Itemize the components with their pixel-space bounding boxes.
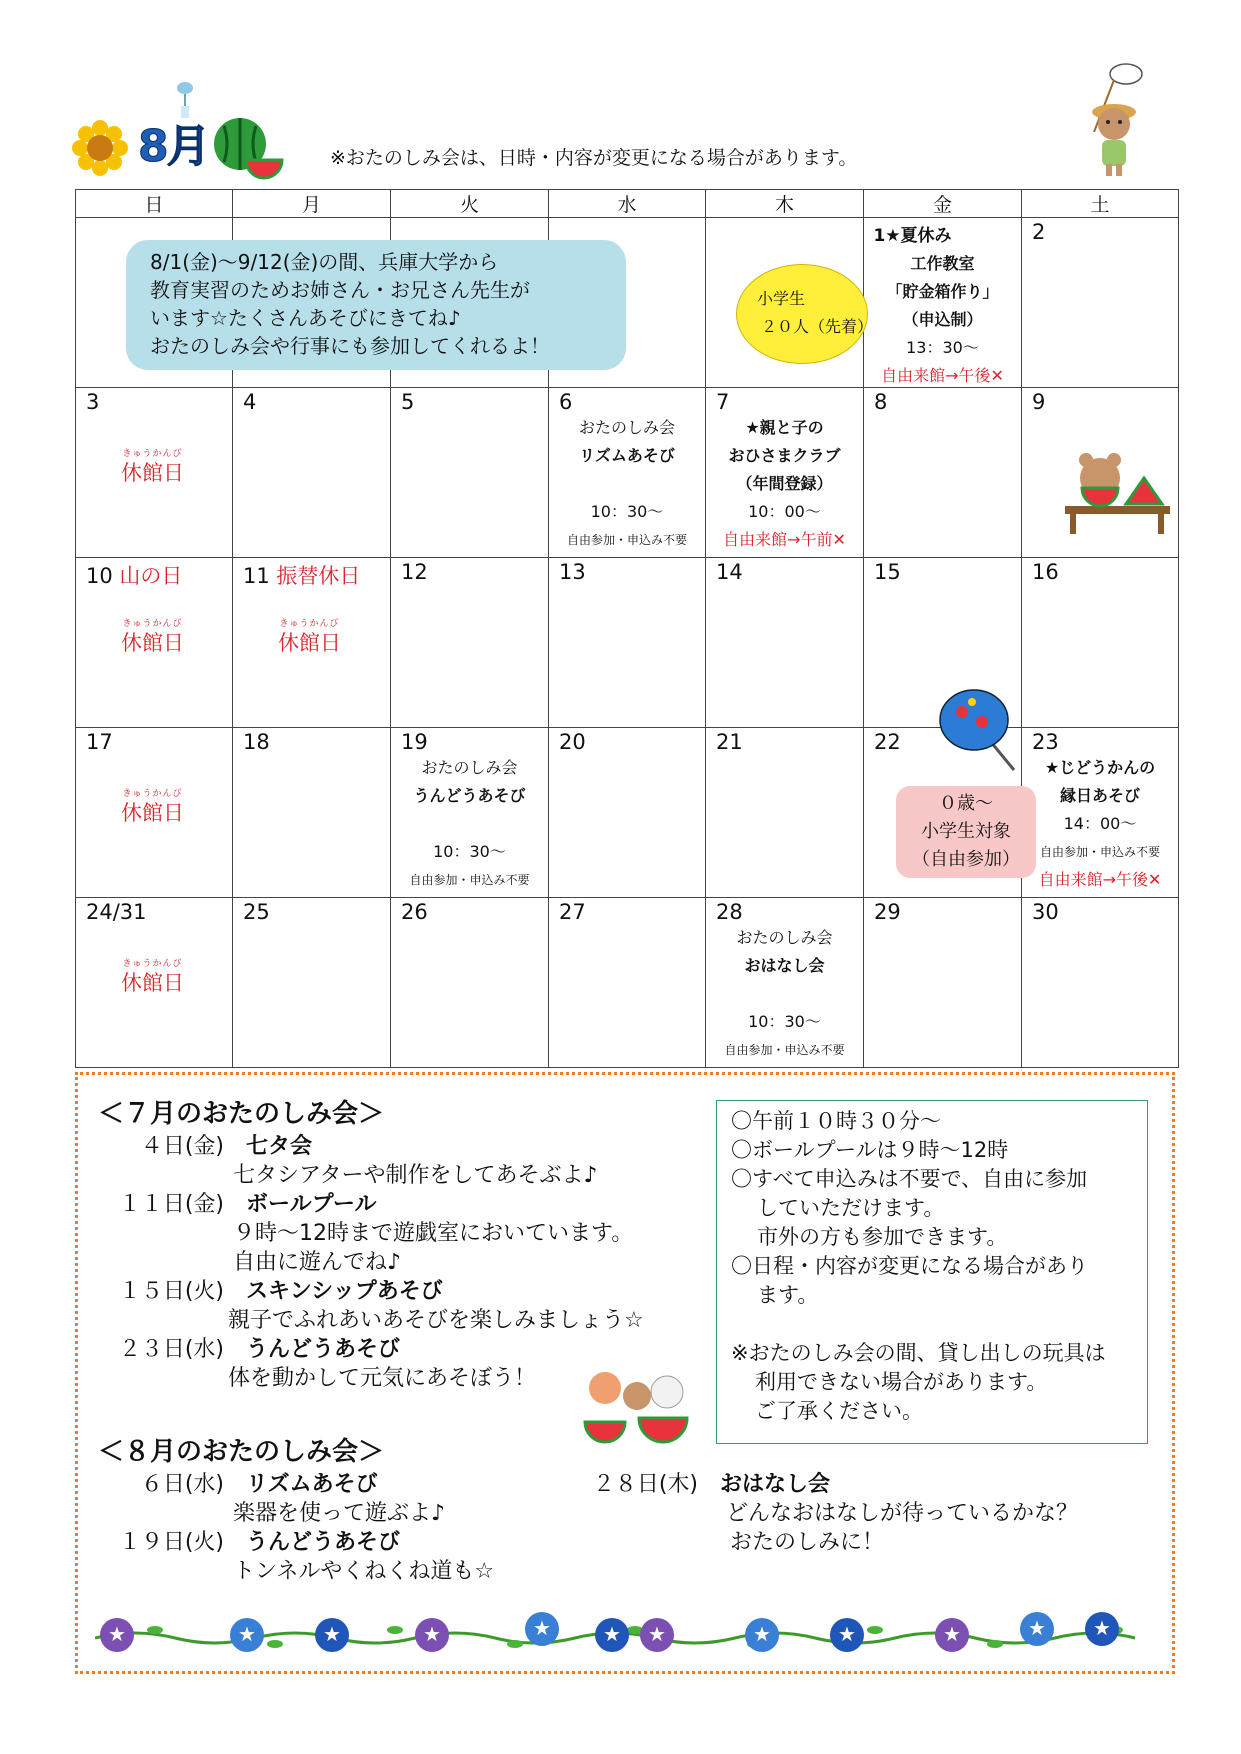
morning-glory-icon: ★ bbox=[1020, 1612, 1054, 1646]
closed-day-label: きゅうかんび 休館日 bbox=[278, 619, 341, 655]
calendar-cell-aug-30 bbox=[1022, 898, 1179, 1068]
day-number: 14 bbox=[716, 560, 743, 584]
target-line: （自由参加） bbox=[912, 849, 1020, 870]
event-line: リズムあそび bbox=[579, 446, 675, 465]
student-teacher-announcement bbox=[126, 240, 626, 370]
day-number: 27 bbox=[559, 900, 586, 924]
list-item: ２３日(水) うんどうあそび bbox=[118, 1337, 401, 1362]
event-line: おたのしみ会 bbox=[421, 758, 518, 777]
morning-glory-icon: ★ bbox=[830, 1618, 864, 1652]
weekday-wed: 水 bbox=[549, 190, 706, 218]
event-line: 工作教室 bbox=[910, 254, 975, 273]
day-number: 18 bbox=[243, 730, 270, 754]
calendar-cell-aug-7 bbox=[706, 388, 864, 558]
calendar-cell-aug-5 bbox=[391, 388, 549, 558]
calendar-cell-aug-24-31 bbox=[76, 898, 233, 1068]
day-number: 3 bbox=[86, 390, 100, 414]
calendar-cell-aug-11 bbox=[233, 558, 391, 728]
event-line: 「貯金箱作り」 bbox=[886, 282, 999, 301]
event-note: 自由来館→午前✕ bbox=[723, 530, 846, 549]
capacity-line: ２０人（先着） bbox=[761, 317, 874, 336]
info-line: 〇日程・内容が変更になる場合があり bbox=[731, 1254, 1088, 1278]
calendar-cell-aug-3 bbox=[76, 388, 233, 558]
july-section-title: ＜７月のおたのしみ会＞ bbox=[98, 1099, 385, 1129]
august-section-title: ＜８月のおたのしみ会＞ bbox=[98, 1437, 385, 1467]
day-number: 7 bbox=[716, 390, 730, 414]
announcement-line: 8/1(金)〜9/12(金)の間、兵庫大学から bbox=[150, 250, 499, 274]
calendar-cell-aug-12 bbox=[391, 558, 549, 728]
event-line: ★夏休み bbox=[885, 226, 952, 246]
day-number: 5 bbox=[401, 390, 415, 414]
event-description: 親子でふれあいあそびを楽しみましょう☆ bbox=[228, 1308, 644, 1333]
event-line: 縁日あそび bbox=[1059, 786, 1140, 805]
calendar-cell-aug-25 bbox=[233, 898, 391, 1068]
day-number: 15 bbox=[874, 560, 901, 584]
target-line: ０歳〜 bbox=[939, 793, 993, 814]
day-number: 21 bbox=[716, 730, 743, 754]
calendar-cell-aug-17 bbox=[76, 728, 233, 898]
morning-glory-icon: ★ bbox=[525, 1612, 559, 1646]
day-number: 1 bbox=[873, 226, 886, 246]
info-line: ※おたのしみ会の間、貸し出しの玩具は bbox=[731, 1341, 1106, 1365]
wind-chime-icon bbox=[175, 80, 195, 120]
weekday-fri: 金 bbox=[864, 190, 1022, 218]
list-item: １９日(火) うんどうあそび bbox=[118, 1530, 401, 1555]
animals-with-watermelon-icon bbox=[575, 1366, 693, 1444]
event-description: 自由に遊んでね♪ bbox=[233, 1250, 402, 1275]
national-holiday-name: 山の日 bbox=[119, 564, 183, 588]
day-number: 29 bbox=[874, 900, 901, 924]
event-info-box bbox=[716, 1100, 1148, 1444]
calendar-cell-aug-8 bbox=[864, 388, 1022, 558]
target-age-box bbox=[896, 786, 1036, 878]
closed-day-label: きゅうかんび 休館日 bbox=[121, 789, 184, 825]
week-row bbox=[76, 898, 1179, 1068]
announcement-line: います☆たくさんあそびにきてね♪ bbox=[150, 306, 461, 330]
event-time: 10：00〜 bbox=[748, 502, 821, 521]
calendar-cell-aug-14 bbox=[706, 558, 864, 728]
calendar-cell-aug-18 bbox=[233, 728, 391, 898]
calendar-cell-aug-9 bbox=[1022, 388, 1179, 558]
info-line: 利用できない場合があります。 bbox=[755, 1370, 1048, 1394]
day-number: 22 bbox=[874, 730, 901, 754]
calendar-cell-aug-29 bbox=[864, 898, 1022, 1068]
calendar-cell-aug-27 bbox=[549, 898, 706, 1068]
calendar-cell-aug-6 bbox=[549, 388, 706, 558]
announcement-line: 教育実習のためお姉さん・お兄さん先生が bbox=[150, 278, 530, 302]
day-number: 26 bbox=[401, 900, 428, 924]
august-event-list-left bbox=[90, 1470, 590, 1586]
bear-with-net-icon bbox=[1080, 62, 1152, 180]
day-number: 2 bbox=[1032, 220, 1046, 244]
bear-eating-watermelon-icon bbox=[1060, 448, 1175, 538]
national-holiday-name: 振替休日 bbox=[276, 564, 361, 588]
event-description: トンネルやくねくね道も☆ bbox=[233, 1559, 495, 1584]
event-line: おたのしみ会 bbox=[578, 418, 675, 437]
event-description: ９時〜12時まで遊戯室においています。 bbox=[233, 1221, 634, 1246]
morning-glory-icon: ★ bbox=[595, 1618, 629, 1652]
event-line: （年間登録） bbox=[736, 474, 833, 493]
weekday-sun: 日 bbox=[76, 190, 233, 218]
event-note: 自由参加・申込み不要 bbox=[1039, 845, 1160, 859]
closed-day-label: きゅうかんび 休館日 bbox=[121, 959, 184, 995]
event-time: 13：30〜 bbox=[906, 338, 979, 357]
weekday-tue: 火 bbox=[391, 190, 549, 218]
day-number: 20 bbox=[559, 730, 586, 754]
event-line: おはなし会 bbox=[744, 956, 825, 975]
event-note: 自由来館→午後✕ bbox=[881, 366, 1004, 385]
event-line: （申込制） bbox=[902, 310, 983, 329]
calendar-cell-aug-28 bbox=[706, 898, 864, 1068]
event-note: 自由参加・申込み不要 bbox=[409, 873, 530, 887]
morning-glory-icon: ★ bbox=[935, 1618, 969, 1652]
day-number: 16 bbox=[1032, 560, 1059, 584]
list-item: ２８日(木) おはなし会 bbox=[592, 1472, 831, 1497]
list-item: ６日(水) リズムあそび bbox=[140, 1472, 378, 1497]
event-description: おたのしみに！ bbox=[730, 1530, 885, 1555]
event-note: 自由参加・申込み不要 bbox=[724, 1043, 845, 1057]
day-number: 11 振替休日 bbox=[243, 564, 361, 588]
event-line: うんどうあそび bbox=[413, 786, 526, 805]
sunflower-icon bbox=[72, 120, 128, 176]
calendar-cell-aug-13 bbox=[549, 558, 706, 728]
day-number: 8 bbox=[874, 390, 888, 414]
event-description: 体を動かして元気にあそぼう！ bbox=[228, 1366, 537, 1391]
event-time: 10：30〜 bbox=[433, 842, 506, 861]
event-line: おひさまクラブ bbox=[728, 446, 841, 465]
day-number: 10 山の日 bbox=[86, 564, 183, 588]
day-number: 25 bbox=[243, 900, 270, 924]
list-item: １１日(金) ボールプール bbox=[118, 1192, 377, 1217]
morning-glory-vine-decoration bbox=[95, 1610, 1155, 1660]
event-description: 楽器を使って遊ぶよ♪ bbox=[233, 1501, 446, 1526]
schedule-change-notice: ※おたのしみ会は、日時・内容が変更になる場合があります。 bbox=[330, 147, 858, 169]
target-line: 小学生対象 bbox=[921, 821, 1011, 842]
calendar-cell-aug-2 bbox=[1022, 218, 1179, 388]
day-number: 23 bbox=[1032, 730, 1059, 754]
weekday-header-row bbox=[76, 190, 1179, 218]
event-note: 自由参加・申込み不要 bbox=[566, 533, 687, 547]
weekday-sat: 土 bbox=[1022, 190, 1179, 218]
morning-glory-icon: ★ bbox=[640, 1618, 674, 1652]
capacity-speech-bubble bbox=[736, 264, 874, 364]
weekday-thu: 木 bbox=[706, 190, 864, 218]
calendar-cell-aug-4 bbox=[233, 388, 391, 558]
day-number: 12 bbox=[401, 560, 428, 584]
uchiwa-fan-icon bbox=[936, 686, 1020, 772]
morning-glory-icon: ★ bbox=[1085, 1612, 1119, 1646]
morning-glory-icon: ★ bbox=[415, 1618, 449, 1652]
event-line: ★親と子の bbox=[745, 418, 824, 437]
calendar-cell-aug-1 bbox=[864, 218, 1022, 388]
list-item: １５日(火) スキンシップあそび bbox=[118, 1279, 443, 1304]
morning-glory-icon: ★ bbox=[745, 1618, 779, 1652]
closed-day-label: きゅうかんび 休館日 bbox=[121, 619, 184, 655]
day-number: 9 bbox=[1032, 390, 1046, 414]
info-line: 〇すべて申込みは不要で、自由に参加 bbox=[731, 1167, 1088, 1191]
month-title: 8月 bbox=[138, 121, 209, 172]
weekday-mon: 月 bbox=[233, 190, 391, 218]
event-time: 10：30〜 bbox=[748, 1012, 821, 1031]
calendar-cell-aug-19 bbox=[391, 728, 549, 898]
day-number: 4 bbox=[243, 390, 257, 414]
day-number: 30 bbox=[1032, 900, 1059, 924]
info-line: ます。 bbox=[757, 1283, 819, 1307]
event-line: ★じどうかんの bbox=[1044, 758, 1156, 777]
calendar-cell-aug-20 bbox=[549, 728, 706, 898]
week-row bbox=[76, 388, 1179, 558]
capacity-line: 小学生 bbox=[757, 289, 806, 308]
day-number: 13 bbox=[559, 560, 586, 584]
calendar-cell-aug-21 bbox=[706, 728, 864, 898]
day-number: 6 bbox=[559, 390, 573, 414]
info-line: していただけます。 bbox=[757, 1196, 945, 1220]
info-line: 市外の方も参加できます。 bbox=[757, 1225, 1008, 1249]
day-number: 28 bbox=[716, 900, 743, 924]
watermelon-icon bbox=[210, 116, 284, 180]
event-description: 七タシアターや制作をしてあそぶよ♪ bbox=[233, 1163, 598, 1188]
info-line: 〇午前１０時３０分〜 bbox=[731, 1109, 941, 1133]
july-event-list bbox=[90, 1132, 690, 1393]
day-number: 19 bbox=[401, 730, 428, 754]
event-line: おたのしみ会 bbox=[736, 928, 833, 947]
info-line: ご了承ください。 bbox=[755, 1399, 923, 1423]
list-item: ４日(金) 七タ会 bbox=[140, 1134, 313, 1159]
info-line: 〇ボールプールは９時〜12時 bbox=[731, 1138, 1009, 1162]
calendar-cell-aug-16 bbox=[1022, 558, 1179, 728]
event-time: 14：00〜 bbox=[1063, 814, 1137, 833]
calendar-cell-aug-23 bbox=[1022, 728, 1179, 898]
day-number: 24/31 bbox=[86, 900, 147, 924]
event-note: 自由来館→午後✕ bbox=[1038, 870, 1162, 889]
calendar-cell-aug-10 bbox=[76, 558, 233, 728]
announcement-line: おたのしみ会や行事にも参加してくれるよ！ bbox=[150, 334, 550, 358]
august-event-list-right bbox=[580, 1470, 1140, 1557]
morning-glory-icon: ★ bbox=[100, 1618, 134, 1652]
event-time: 10：30〜 bbox=[590, 502, 664, 521]
morning-glory-icon: ★ bbox=[230, 1618, 264, 1652]
morning-glory-icon: ★ bbox=[315, 1618, 349, 1652]
event-description: どんなおはなしが待っているかな？ bbox=[726, 1501, 1079, 1526]
day-number: 17 bbox=[86, 730, 113, 754]
calendar-cell-aug-26 bbox=[391, 898, 549, 1068]
closed-day-label: きゅうかんび 休館日 bbox=[121, 449, 184, 485]
